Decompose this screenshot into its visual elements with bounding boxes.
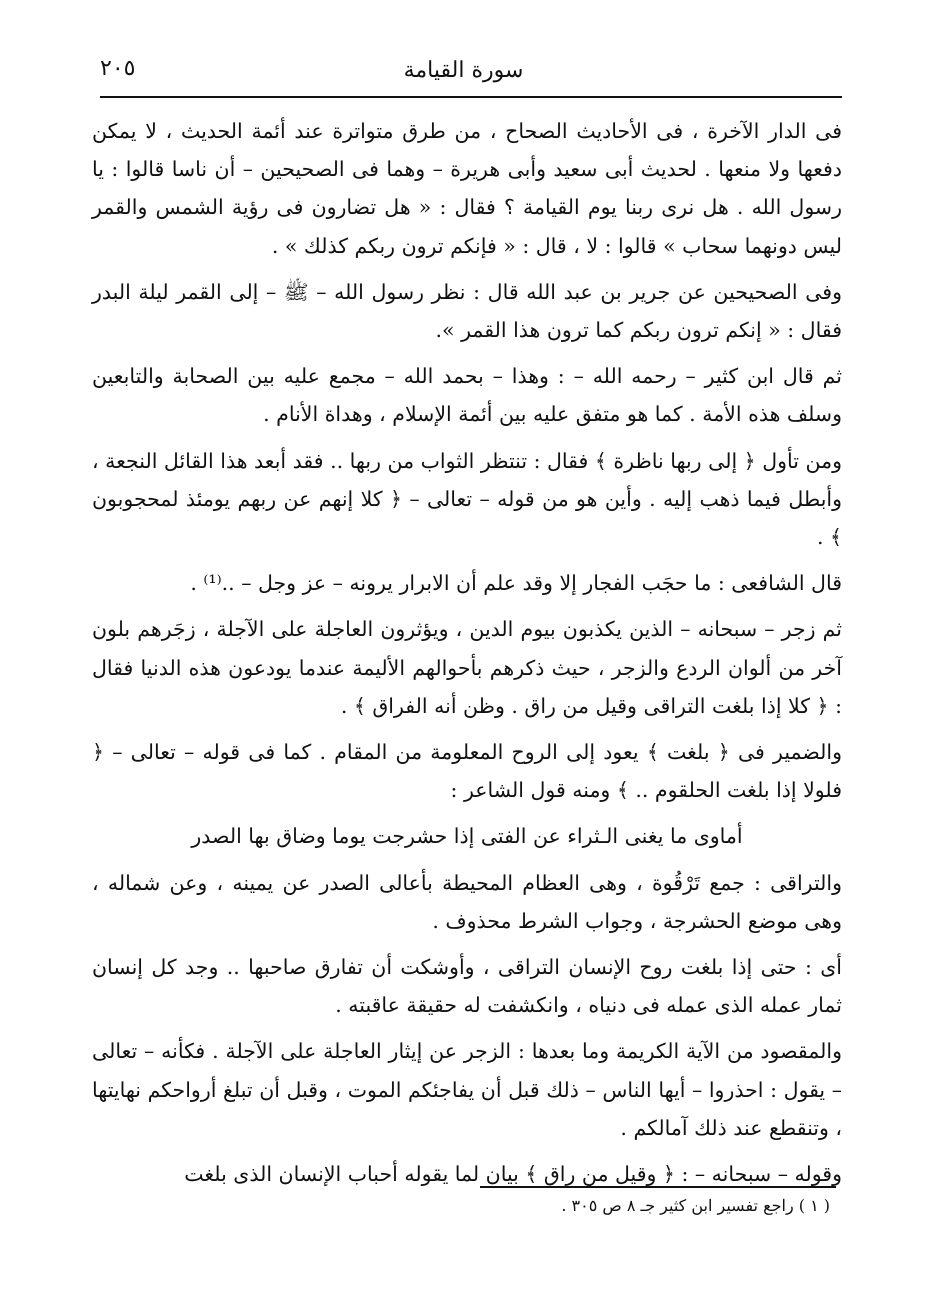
poetry-verse: أماوى ما يغنى الـثراء عن الفتى إذا حشرجت يوما وضاق بها الصدر	[191, 824, 743, 849]
page-body	[92, 112, 842, 1201]
footnote: ( ١ ) راجع تفسير ابن كثير جـ ٨ ص ٣٠٥ .	[561, 1196, 830, 1215]
paragraph: والضمير فى ﴿ بلغت ﴾ يعود إلى الروح المعلومة من المقام . كما فى قوله – تعالى – ﴿ فلولا إذا بلغت الحلقوم .. ﴾ ومنه قول الشاعر :	[92, 740, 842, 803]
paragraph: والتراقى : جمع تَرْقُوة ، وهى العظام المحيطة بأعالى الصدر عن يمينه ، وعن شماله ، وهى موضع الحشرجة ، وجواب الشرط محذوف .	[92, 870, 842, 933]
paragraph: فى الدار الآخرة ، فى الأحاديث الصحاح ، من طرق متواترة عند أئمة الحديث ، لا يمكن دفعها ولا منعها . لحديث أبى سعيد وأبى هريرة – وهما فى الصحيحين – أن ناسا قالوا : يا رسول الله . هل نرى ربنا يوم القيامة ؟ فقال : « هل تضارون فى رؤية الشمس والقمر ليس دونهما سحاب » قالوا : لا ، قال : « فإنكم ترون ربكم كذلك » .	[92, 119, 842, 258]
paragraph: قال الشافعى : ما حجَب الفجار إلا وقد علم أن الابرار يرونه – عز وجل – ..⁽¹⁾ .	[190, 571, 842, 596]
paragraph: وفى الصحيحين عن جرير بن عبد الله قال : نظر رسول الله – ﷺ – إلى القمر ليلة البدر فقال : « إنكم ترون ربكم كما ترون هذا القمر ».	[92, 279, 842, 343]
header-divider	[100, 96, 842, 98]
paragraph: ثم زجر – سبحانه – الذين يكذبون بيوم الدين ، ويؤثرون العاجلة على الآجلة ، زجَرهم بلون آخر من ألوان الردع والزجر ، حيث ذكرهم بأحوالهم الأليمة عندما يودعون هذه الدنيا فقال : ﴿ كلا إذا بلغت التراقى وقيل من راق . وظن أنه الفراق ﴾ .	[92, 617, 842, 718]
paragraph: ومن تأول ﴿ إلى ربها ناظرة ﴾ فقال : تنتظر الثواب من ربها .. فقد أبعد هذا القائل النجعة ، وأبطل فيما ذهب إليه . وأين هو من قوله – تعالى – ﴿ كلا إنهم عن ربهم يومئذ لمحجوبون ﴾ .	[92, 448, 842, 550]
paragraph: ثم قال ابن كثير – رحمه الله – : وهذا – بحمد الله – مجمع عليه بين الصحابة والتابعين وسلف هذه الأمة . كما هو متفق عليه بين أئمة الإسلام ، وهداة الأنام .	[92, 364, 842, 427]
page-number: ٢٠٥	[100, 56, 136, 81]
footnote-divider	[480, 1186, 836, 1188]
paragraph: أى : حتى إذا بلغت روح الإنسان التراقى ، وأوشكت أن تفارق صاحبها .. وجد كل إنسان ثمار عمله الذى عمله فى دنياه ، وانكشفت له حقيقة عاقبته .	[92, 955, 842, 1018]
running-header: سورة القيامة	[403, 58, 524, 83]
paragraph: وقوله – سبحانه – : ﴿ وقيل من راق ﴾ بيان لما يقوله أحباب الإنسان الذى بلغت	[184, 1162, 842, 1187]
paragraph: والمقصود من الآية الكريمة وما بعدها : الزجر عن إيثار العاجلة على الآجلة . فكأنه – تعالى – يقول : احذروا – أيها الناس – ذلك قبل أن يفاجئكم الموت ، وقبل أن تبلغ أرواحكم نهايتها ، وتنقطع عند ذلك آمالكم .	[92, 1039, 842, 1140]
